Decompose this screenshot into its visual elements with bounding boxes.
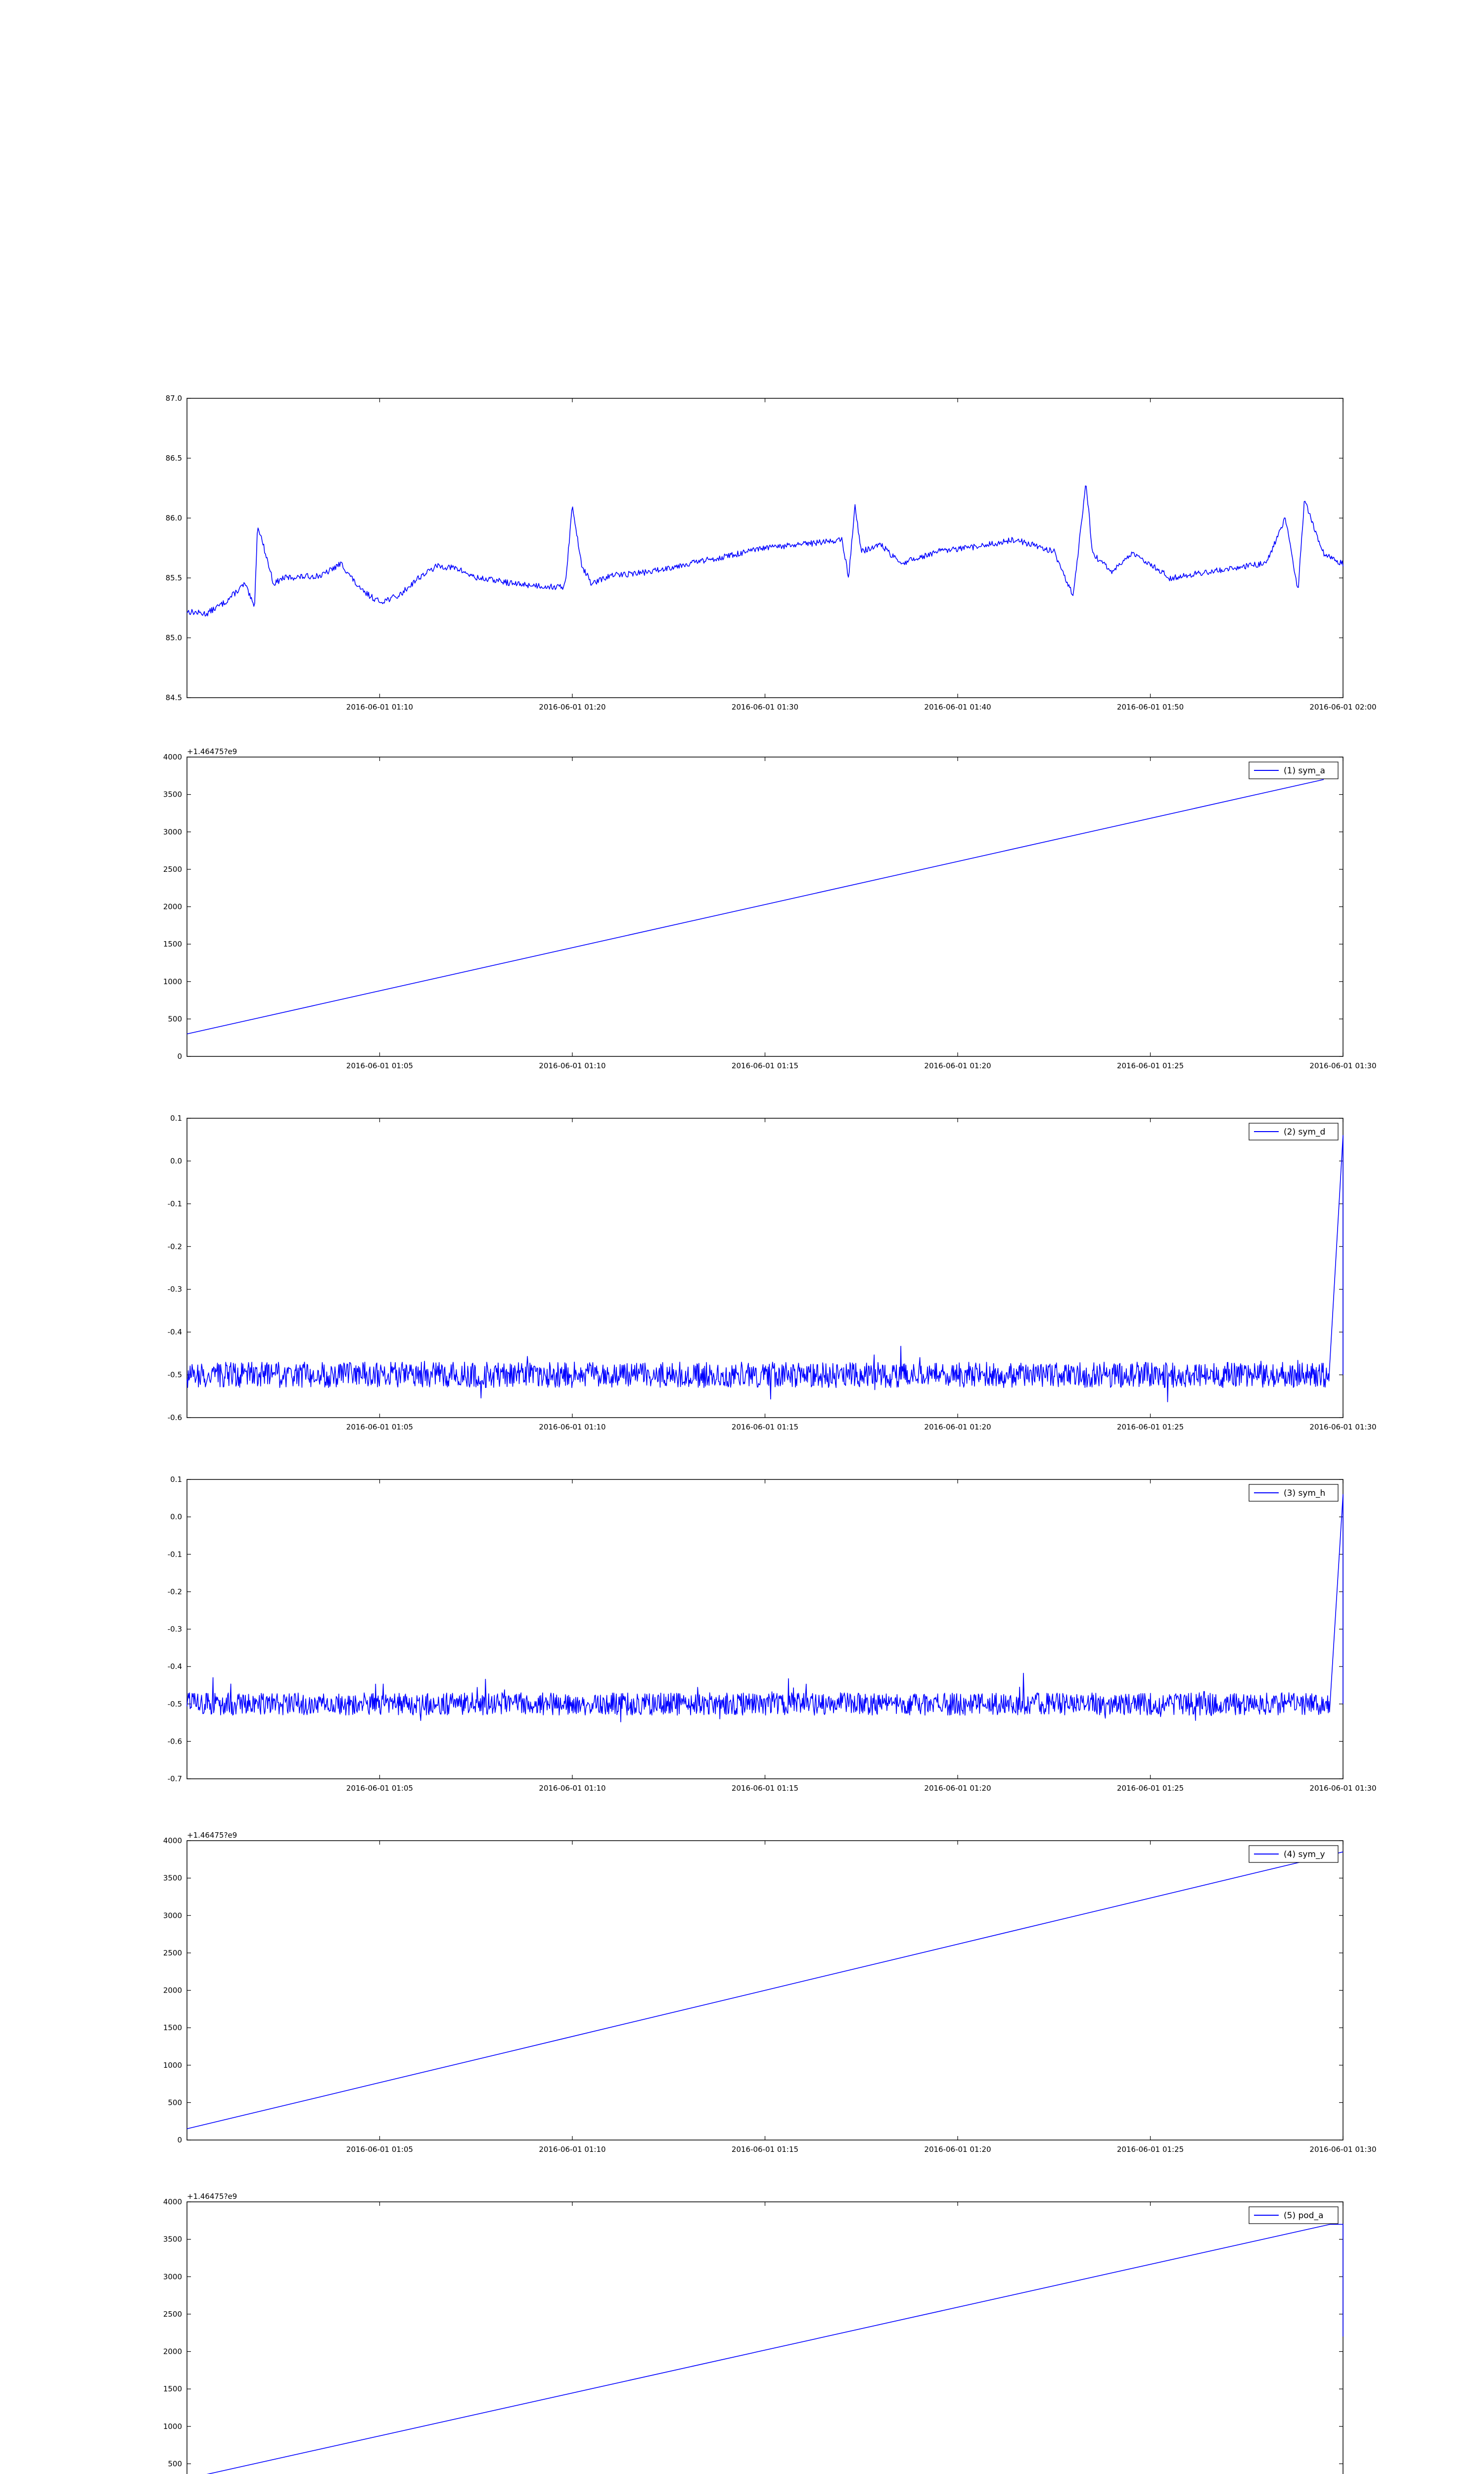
axis-offset-label: +1.46475?e9 (187, 2192, 237, 2201)
chart-panel-3 (168, 1114, 1377, 1431)
x-tick-label: 2016-06-01 01:25 (1116, 2145, 1184, 2154)
x-tick-label: 2016-06-01 01:15 (731, 1784, 799, 1793)
legend (1249, 1484, 1338, 1501)
y-tick-label: 86.5 (165, 454, 182, 463)
y-tick-label: -0.2 (167, 1587, 182, 1596)
x-tick-label: 2016-06-01 01:30 (1309, 1784, 1377, 1793)
y-tick-label: 500 (168, 2098, 182, 2107)
legend (1249, 1123, 1338, 1140)
y-tick-label: -0.4 (167, 1662, 182, 1671)
y-tick-label: -0.4 (167, 1328, 182, 1337)
y-tick-label: -0.1 (167, 1550, 182, 1559)
x-tick-label: 2016-06-01 01:05 (346, 2145, 414, 2154)
axis-offset-label: +1.46475?e9 (187, 747, 237, 756)
y-tick-label: 1500 (163, 940, 182, 949)
y-tick-label: 500 (168, 2459, 182, 2469)
x-tick-label: 2016-06-01 01:25 (1116, 1061, 1184, 1070)
y-tick-label: 0 (177, 1052, 182, 1061)
x-tick-label: 2016-06-01 01:10 (539, 1423, 606, 1431)
x-tick-label: 2016-06-01 01:30 (731, 703, 799, 712)
y-tick-label: 1000 (163, 977, 182, 986)
y-tick-label: 2500 (163, 1948, 182, 1957)
y-tick-label: 4000 (163, 1836, 182, 1845)
x-tick-label: 2016-06-01 01:15 (731, 1423, 799, 1431)
y-tick-label: 0.1 (170, 1475, 182, 1484)
x-tick-label: 2016-06-01 01:25 (1116, 1784, 1184, 1793)
plot-frame (187, 2202, 1343, 2474)
legend (1249, 1846, 1338, 1862)
y-tick-label: 84.5 (165, 693, 182, 702)
legend (1249, 762, 1338, 779)
y-tick-label: 2500 (163, 864, 182, 874)
y-tick-label: 2000 (163, 2347, 182, 2356)
x-tick-label: 2016-06-01 01:20 (924, 1423, 991, 1431)
chart-panel-5 (163, 1831, 1377, 2154)
y-tick-label: -0.5 (167, 1370, 182, 1380)
y-tick-label: 0.1 (170, 1114, 182, 1123)
y-tick-label: 85.5 (165, 573, 182, 582)
chart-panel-4 (168, 1475, 1377, 1793)
y-tick-label: -0.6 (167, 1737, 182, 1746)
chart-panel-2 (163, 747, 1377, 1070)
y-tick-label: 0 (177, 2136, 182, 2144)
y-tick-label: -0.5 (167, 1699, 182, 1709)
x-tick-label: 2016-06-01 01:15 (731, 1061, 799, 1070)
chart-panel-6 (163, 2192, 1377, 2474)
legend-label: (5) pod_a (1284, 2211, 1324, 2221)
plot-frame (187, 757, 1343, 1056)
legend (1249, 2207, 1338, 2224)
legend-label: (3) sym_h (1284, 1488, 1326, 1498)
x-tick-label: 2016-06-01 01:15 (731, 2145, 799, 2154)
y-tick-label: 85.0 (165, 633, 182, 642)
y-tick-label: 0.0 (170, 1512, 182, 1522)
y-tick-label: 2000 (163, 1986, 182, 1995)
y-tick-label: 2000 (163, 902, 182, 911)
chart-panel-1 (166, 394, 1377, 712)
y-tick-label: 86.0 (165, 514, 182, 523)
x-tick-label: 2016-06-01 01:10 (539, 1784, 606, 1793)
x-tick-label: 2016-06-01 01:50 (1116, 703, 1184, 712)
y-tick-label: 500 (168, 1014, 182, 1024)
y-tick-label: -0.3 (167, 1285, 182, 1294)
y-tick-label: 3000 (163, 1911, 182, 1920)
y-tick-label: 1000 (163, 2422, 182, 2431)
y-tick-label: 1000 (163, 2060, 182, 2070)
y-tick-label: -0.6 (167, 1413, 182, 1422)
y-tick-label: -0.3 (167, 1624, 182, 1634)
x-tick-label: 2016-06-01 01:30 (1309, 1423, 1377, 1431)
y-tick-label: -0.7 (167, 1774, 182, 1783)
x-tick-label: 2016-06-01 01:10 (539, 1061, 606, 1070)
x-tick-label: 2016-06-01 01:10 (346, 703, 414, 712)
x-tick-label: 2016-06-01 01:20 (539, 703, 606, 712)
x-tick-label: 2016-06-01 01:40 (924, 703, 991, 712)
x-tick-label: 2016-06-01 01:20 (924, 2145, 991, 2154)
axis-offset-label: +1.46475?e9 (187, 1831, 237, 1840)
y-tick-label: -0.1 (167, 1199, 182, 1208)
x-tick-label: 2016-06-01 01:05 (346, 1423, 414, 1431)
x-tick-label: 2016-06-01 01:30 (1309, 1061, 1377, 1070)
y-tick-label: 3000 (163, 2272, 182, 2282)
x-tick-label: 2016-06-01 02:00 (1309, 703, 1377, 712)
x-tick-label: 2016-06-01 01:10 (539, 2145, 606, 2154)
y-tick-label: 1500 (163, 2023, 182, 2033)
y-tick-label: 3500 (163, 1873, 182, 1883)
y-tick-label: 2500 (163, 2309, 182, 2319)
x-tick-label: 2016-06-01 01:25 (1116, 1423, 1184, 1431)
y-tick-label: 87.0 (165, 394, 182, 403)
y-tick-label: 1500 (163, 2384, 182, 2394)
x-tick-label: 2016-06-01 01:05 (346, 1061, 414, 1070)
y-tick-label: 4000 (163, 753, 182, 761)
plot-frame (187, 1479, 1343, 1779)
y-tick-label: 3500 (163, 790, 182, 799)
legend-label: (1) sym_a (1284, 766, 1325, 776)
y-tick-label: -0.2 (167, 1242, 182, 1251)
x-tick-label: 2016-06-01 01:30 (1309, 2145, 1377, 2154)
x-tick-label: 2016-06-01 01:20 (924, 1061, 991, 1070)
legend-label: (2) sym_d (1284, 1127, 1326, 1137)
legend-label: (4) sym_y (1284, 1850, 1325, 1859)
x-tick-label: 2016-06-01 01:20 (924, 1784, 991, 1793)
y-tick-label: 0.0 (170, 1156, 182, 1166)
x-tick-label: 2016-06-01 01:05 (346, 1784, 414, 1793)
y-tick-label: 3500 (163, 2235, 182, 2244)
y-tick-label: 3000 (163, 827, 182, 837)
y-tick-label: 4000 (163, 2197, 182, 2206)
